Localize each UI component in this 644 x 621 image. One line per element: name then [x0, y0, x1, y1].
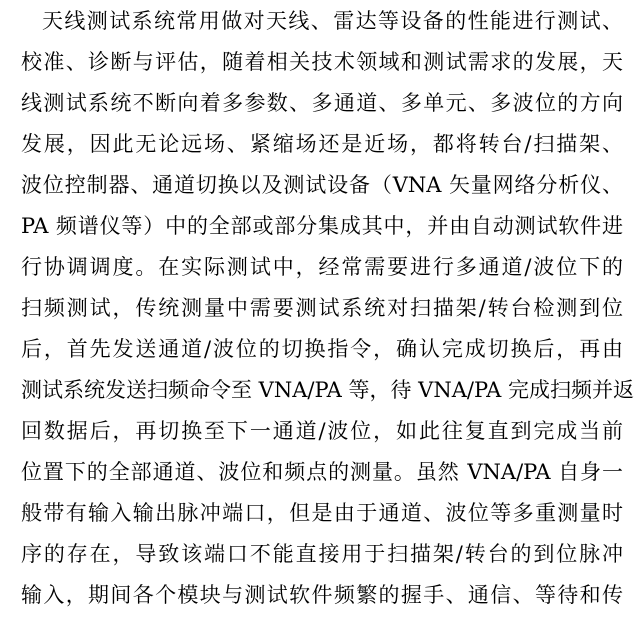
paragraph-line-7: 行协调调度。在实际测试中，经常需要进行多通道/波位下的: [21, 255, 623, 279]
paragraph-line-14: 序的存在，导致该端口不能直接用于扫描架/转台的到位脉冲: [21, 542, 623, 566]
paragraph-line-4: 发展，因此无论远场、紧缩场还是近场，都将转台/扫描架、: [21, 132, 623, 156]
paragraph-line-2: 校准、诊断与评估，随着相关技术领域和测试需求的发展，天: [21, 50, 623, 74]
paragraph-line-15: 输入，期间各个模块与测试软件频繁的握手、通信、等待和传: [21, 583, 623, 607]
paragraph-line-8: 扫频测试，传统测量中需要测试系统对扫描架/转台检测到位: [21, 296, 623, 320]
paragraph-line-6: PA 频谱仪等）中的全部或部分集成其中，并由自动测试软件进: [21, 214, 623, 238]
paragraph-line-11: 回数据后，再切换至下一通道/波位，如此往复直到完成当前: [21, 419, 623, 443]
paragraph-line-9: 后，首先发送通道/波位的切换指令，确认完成切换后，再由: [21, 337, 623, 361]
paragraph-line-13: 般带有输入输出脉冲端口，但是由于通道、波位等多重测量时: [21, 501, 623, 525]
paragraph-line-1: 天线测试系统常用做对天线、雷达等设备的性能进行测试、: [42, 9, 623, 33]
paragraph-line-3: 线测试系统不断向着多参数、多通道、多单元、多波位的方向: [21, 91, 623, 115]
paragraph-line-5: 波位控制器、通道切换以及测试设备（VNA 矢量网络分析仪、: [21, 173, 623, 197]
paragraph-line-10: 测试系统发送扫频命令至 VNA/PA 等，待 VNA/PA 完成扫频并返: [21, 378, 634, 402]
paragraph-line-12: 位置下的全部通道、波位和频点的测量。虽然 VNA/PA 自身一: [21, 460, 623, 484]
